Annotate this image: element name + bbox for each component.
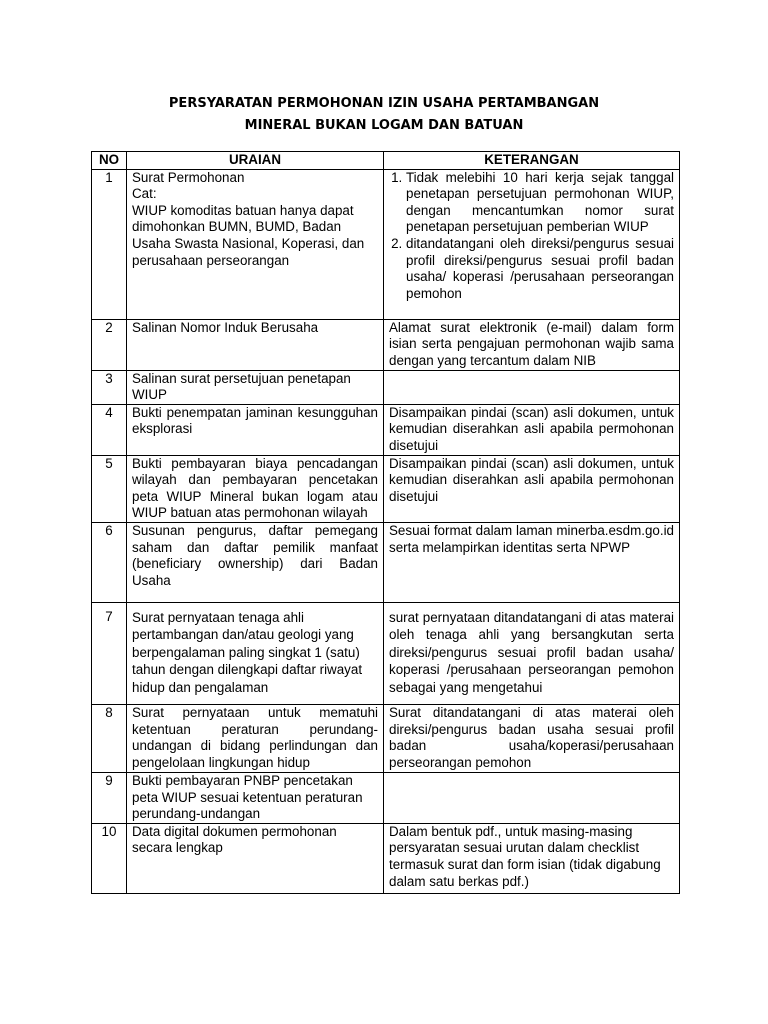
row-uraian: Data digital dokumen permohonan secara lengkap (127, 823, 384, 893)
row-uraian: Salinan surat persetujuan penetapan WIUP (127, 370, 384, 404)
row-keterangan: Disampaikan pindai (scan) asli dokumen, untuk kemudian diserahkan asli apabila permohonan disetujui (384, 404, 680, 455)
row-number: 9 (92, 772, 127, 823)
row-number: 2 (92, 319, 127, 370)
title-line-2: MINERAL BUKAN LOGAM DAN BATUAN (244, 118, 524, 133)
table-row (92, 602, 680, 704)
table-row (92, 169, 680, 319)
row-uraian: Bukti penempatan jaminan kesungguhan eksplorasi (127, 404, 384, 455)
table-row (92, 704, 680, 772)
row-uraian (127, 169, 384, 319)
uraian-text: Surat pernyataan tenaga ahli pertambangan dan/atau geologi yang berpengalaman paling singkat 1 (satu) tahun dengan dilengkapi daftar riwayat hidup dan pengalaman (132, 609, 363, 695)
row-uraian: Bukti pembayaran biaya pencadangan wilayah dan pembayaran pencetakan peta WIUP Mineral bukan logam atau WIUP batuan atas permohonan wilayah (127, 455, 384, 522)
header-keterangan: KETERANGAN (384, 152, 680, 170)
row-keterangan: Surat ditandatangani di atas materai oleh direksi/pengurus badan usaha sesuai profil badan usaha/koperasi/perusahaan perseorangan pemohon (384, 704, 680, 772)
table-row (92, 455, 680, 522)
document-title (0, 93, 768, 137)
row-number: 10 (92, 823, 127, 893)
row-uraian: Bukti pembayaran PNBP pencetakan peta WIUP sesuai ketentuan peraturan perundang-undangan (127, 772, 384, 823)
table-row (92, 370, 680, 404)
header-no: NO (92, 152, 127, 170)
table-row (92, 772, 680, 823)
row-keterangan: Dalam bentuk pdf., untuk masing-masing persyaratan sesuai urutan dalam checklist termasuk surat dan form isian (tidak digabung dalam satu berkas pdf.) (384, 823, 680, 893)
row-number: 4 (92, 404, 127, 455)
uraian-note: WIUP komoditas batuan hanya dapat dimohonkan BUMN, BUMD, Badan Usaha Swasta Nasional, Koperasi, dan perusahaan perseorangan (132, 202, 365, 268)
title-line-1: PERSYARATAN PERMOHONAN IZIN USAHA PERTAMBANGAN (168, 96, 600, 111)
row-uraian: Salinan Nomor Induk Berusaha (127, 319, 384, 370)
row-keterangan: Disampaikan pindai (scan) asli dokumen, untuk kemudian diserahkan asli apabila permohonan disetujui (384, 455, 680, 522)
table-header-row (92, 152, 680, 170)
table-row (92, 319, 680, 370)
table-row (92, 522, 680, 602)
row-uraian (127, 602, 384, 704)
keterangan-list (386, 170, 674, 303)
row-number: 3 (92, 370, 127, 404)
row-keterangan: Sesuai format dalam laman minerba.esdm.go.id serta melampirkan identitas serta NPWP (384, 522, 680, 602)
row-uraian: Susunan pengurus, daftar pemegang saham dan daftar pemilik manfaat (beneficiary ownership) dari Badan Usaha (127, 522, 384, 602)
header-uraian: URAIAN (127, 152, 384, 170)
row-keterangan (384, 169, 680, 319)
row-keterangan (384, 370, 680, 404)
row-keterangan (384, 602, 680, 704)
row-number: 1 (92, 169, 127, 319)
row-number: 5 (92, 455, 127, 522)
keterangan-item: 2. ditandatangani oleh direksi/pengurus sesuai profil direksi/pengurus sesuai profil badan usaha/ koperasi /perusahaan perseorangan pemohon (406, 236, 674, 302)
row-keterangan (384, 772, 680, 823)
row-number: 7 (92, 602, 127, 704)
uraian-cat: Cat: (132, 186, 157, 202)
row-keterangan: Alamat surat elektronik (e-mail) dalam form isian serta pengajuan permohonan wajib sama dengan yang tercantum dalam NIB (384, 319, 680, 370)
keterangan-text: surat pernyataan ditandatangani di atas materai oleh tenaga ahli yang bersangkutan serta direksi/pengurus sesuai profil badan usaha/ koperasi /perusahaan perseorangan pemohon sebagai yang mengetahui (389, 609, 674, 695)
table-row (92, 404, 680, 455)
requirements-table (91, 151, 680, 894)
uraian-title: Surat Permohonan (132, 169, 245, 185)
row-number: 6 (92, 522, 127, 602)
table-row (92, 823, 680, 893)
row-uraian: Surat pernyataan untuk mematuhi ketentuan peraturan perundang-undangan di bidang perlindungan dan pengelolaan lingkungan hidup (127, 704, 384, 772)
row-number: 8 (92, 704, 127, 772)
keterangan-item: 1. Tidak melebihi 10 hari kerja sejak tanggal penetapan persetujuan permohonan WIUP, dengan mencantumkan nomor surat penetapan persetujuan pemberian WIUP (406, 170, 674, 236)
